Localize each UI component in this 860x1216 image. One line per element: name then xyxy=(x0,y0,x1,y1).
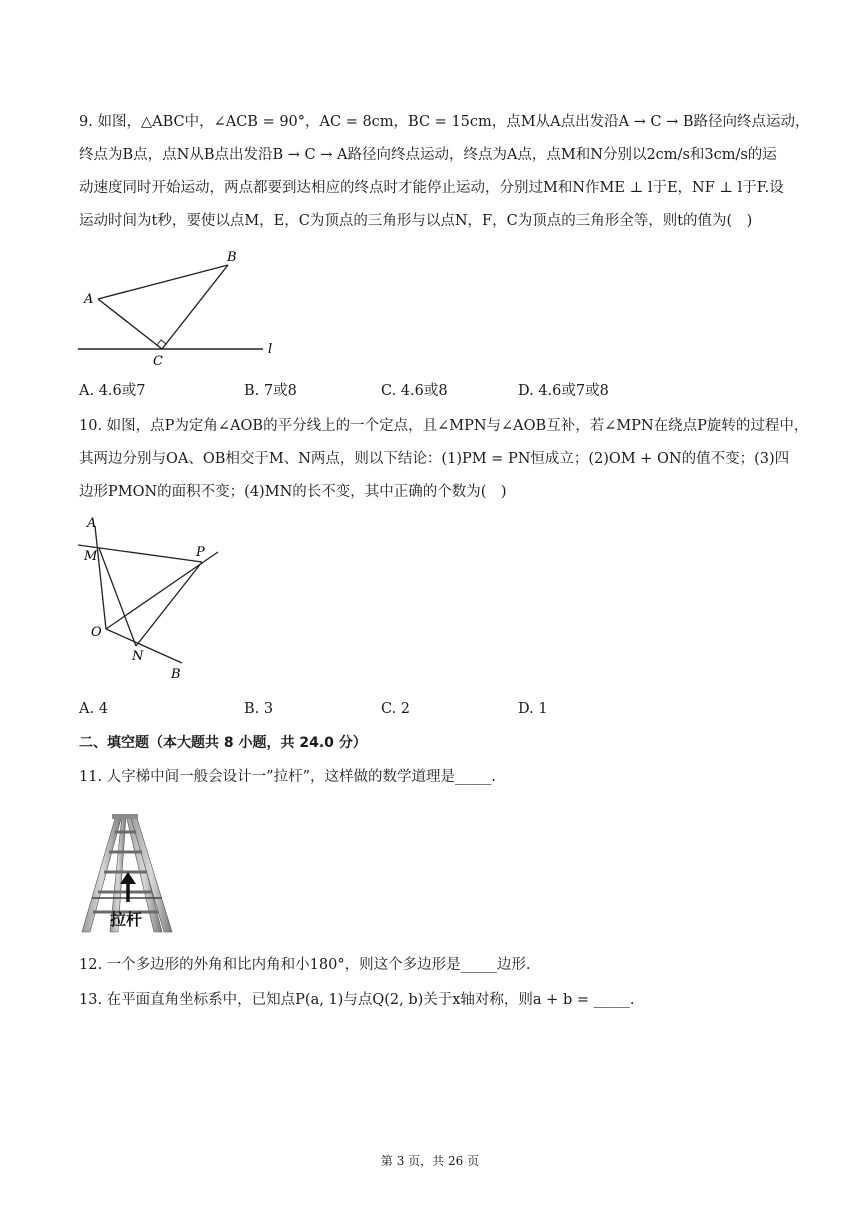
segment-pn xyxy=(136,562,202,646)
label-a: A xyxy=(87,516,97,531)
q10-option-a: A. 4 xyxy=(79,701,108,717)
label-c: C xyxy=(153,354,163,369)
q9-option-b: B. 7或8 xyxy=(244,383,297,399)
label-l: l xyxy=(268,342,273,357)
label-a: A xyxy=(84,292,94,307)
q11-ladder-figure xyxy=(78,810,178,940)
label-o: O xyxy=(91,625,102,640)
page-footer: 第 3 页，共 26 页 xyxy=(380,1154,480,1168)
q9-line-3: 动速度同时开始运动，两点都要到达相应的终点时才能停止运动，分别过M和N作ME ⊥ l于E，NF ⊥ l于F.设 xyxy=(79,180,784,196)
q9-line-4: 运动时间为t秒，要使以点M，E，C为顶点的三角形与以点N，F，C为顶点的三角形全等，则t的值为( ) xyxy=(79,213,753,229)
segment-bc xyxy=(162,265,228,349)
segment-ac xyxy=(98,299,162,349)
segment-mn xyxy=(99,548,136,646)
ray-ob xyxy=(106,629,182,663)
q12-text: 12. 一个多边形的外角和比内角和小180°，则这个多边形是_____边形. xyxy=(79,957,531,973)
q9-option-a: A. 4.6或7 xyxy=(79,383,146,399)
ray-oa xyxy=(95,526,106,629)
segment-ab xyxy=(98,265,228,299)
ladder-label: 拉杆 xyxy=(110,910,143,929)
label-p: P xyxy=(196,545,205,560)
label-m: M xyxy=(84,549,98,564)
label-b: B xyxy=(171,667,181,682)
q13-text: 13. 在平面直角坐标系中，已知点P(a, 1)与点Q(2, b)关于x轴对称，则a + b = _____. xyxy=(79,992,635,1008)
q9-line-1: 9. 如图，△ABC中，∠ACB = 90°，AC = 8cm，BC = 15cm，点M从A点出发沿A → C → B路径向终点运动， xyxy=(79,114,810,130)
q10-option-c: C. 2 xyxy=(381,701,411,717)
q10-line-3: 边形PMON的面积不变；(4)MN的长不变，其中正确的个数为( ) xyxy=(79,484,507,500)
q11-text: 11. 人字梯中间一般会设计一”拉杆”，这样做的数学道理是_____. xyxy=(79,769,496,785)
q10-line-2: 其两边分别与OA、OB相交于M、N两点，则以下结论：(1)PM = PN恒成立；(2)OM + ON的值不变；(3)四 xyxy=(79,451,790,467)
label-n: N xyxy=(132,649,144,664)
q9-option-c: C. 4.6或8 xyxy=(381,383,448,399)
q9-option-d: D. 4.6或7或8 xyxy=(518,383,609,399)
q10-option-d: D. 1 xyxy=(518,701,548,717)
section-heading: 二、填空题（本大题共 8 小题，共 24.0 分） xyxy=(79,735,367,751)
q10-angle-figure xyxy=(78,512,228,684)
q10-line-1: 10. 如图，点P为定角∠AOB的平分线上的一个定点，且∠MPN与∠AOB互补，若∠MPN在绕点P旋转的过程中， xyxy=(79,418,809,434)
q10-option-b: B. 3 xyxy=(244,701,274,717)
q9-line-2: 终点为B点，点N从B点出发沿B → C → A路径向终点运动，终点为A点，点M和N分别以2cm/s和3cm/s的运 xyxy=(79,147,777,163)
q9-triangle-figure xyxy=(78,245,288,370)
label-b: B xyxy=(227,250,237,265)
